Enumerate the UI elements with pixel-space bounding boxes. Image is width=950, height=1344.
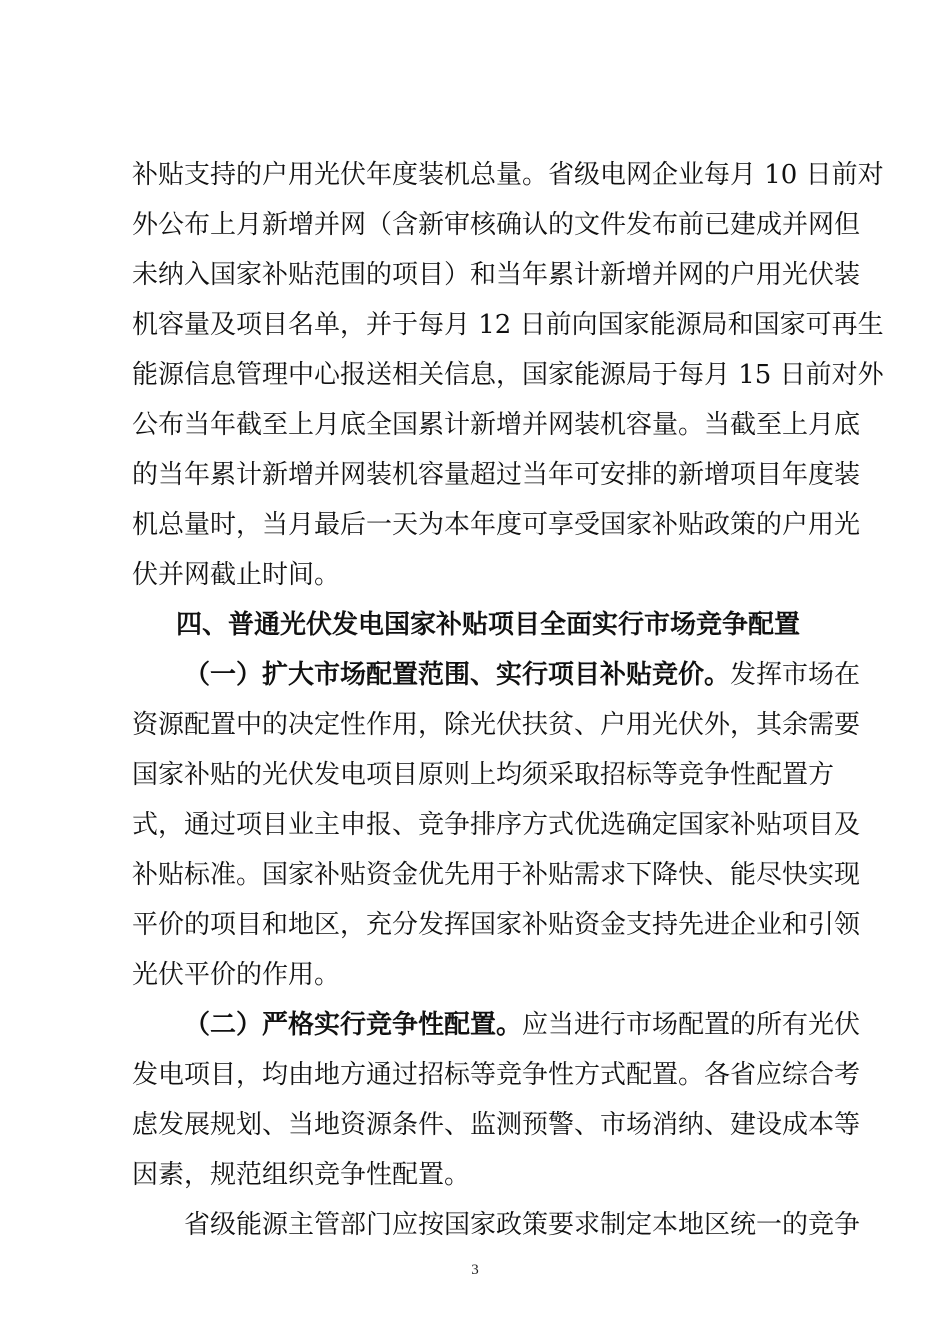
para1-line-2: 资源配置中的决定性作用，除光伏扶贫、户用光伏外，其余需要 (132, 710, 861, 740)
para3-first-line: 省级能源主管部门应按国家政策要求制定本地区统一的竞争 (184, 1210, 861, 1240)
para1-first-line (184, 655, 861, 695)
text-line-9: 伏并网截止时间。 (132, 560, 341, 590)
text-line-6: 公布当年截至上月底全国累计新增并网装机容量。当截至上月底 (132, 410, 861, 440)
para2-line-4: 因素，规范组织竞争性配置。 (132, 1160, 471, 1190)
text-line-3: 未纳入国家补贴范围的项目）和当年累计新增并网的户用光伏装 (132, 260, 861, 290)
para1-line-4: 式，通过项目业主申报、竞争排序方式优选确定国家补贴项目及 (132, 810, 861, 840)
section-heading: 四、普通光伏发电国家补贴项目全面实行市场竞争配置 (176, 610, 801, 640)
text-line-2: 外公布上月新增并网（含新审核确认的文件发布前已建成并网但 (132, 210, 861, 240)
para2-first-line (184, 1005, 861, 1045)
text-line-4: 机容量及项目名单，并于每月 12 日前向国家能源局和国家可再生 (132, 310, 884, 340)
para2-line-2: 发电项目，均由地方通过招标等竞争性方式配置。各省应综合考 (132, 1060, 861, 1090)
para2-lead: （二）严格实行竞争性配置。 (184, 1010, 523, 1040)
text-line-1: 补贴支持的户用光伏年度装机总量。省级电网企业每月 10 日前对 (132, 160, 884, 190)
para1-line-6: 平价的项目和地区，充分发挥国家补贴资金支持先进企业和引领 (132, 910, 861, 940)
text-line-7: 的当年累计新增并网装机容量超过当年可安排的新增项目年度装 (132, 460, 861, 490)
para1-line-3: 国家补贴的光伏发电项目原则上均须采取招标等竞争性配置方 (132, 760, 835, 790)
para1-line-5: 补贴标准。国家补贴资金优先用于补贴需求下降快、能尽快实现 (132, 860, 861, 890)
para2-first-rest: 应当进行市场配置的所有光伏 (522, 1010, 861, 1040)
para1-first-rest: 发挥市场在 (730, 660, 861, 690)
page-number: 3 (471, 1262, 479, 1278)
text-line-5: 能源信息管理中心报送相关信息，国家能源局于每月 15 日前对外 (132, 360, 884, 390)
para2-line-3: 虑发展规划、当地资源条件、监测预警、市场消纳、建设成本等 (132, 1110, 861, 1140)
para1-line-7: 光伏平价的作用。 (132, 960, 341, 990)
text-line-8: 机总量时，当月最后一天为本年度可享受国家补贴政策的户用光 (132, 510, 861, 540)
para1-lead: （一）扩大市场配置范围、实行项目补贴竞价。 (184, 660, 731, 690)
